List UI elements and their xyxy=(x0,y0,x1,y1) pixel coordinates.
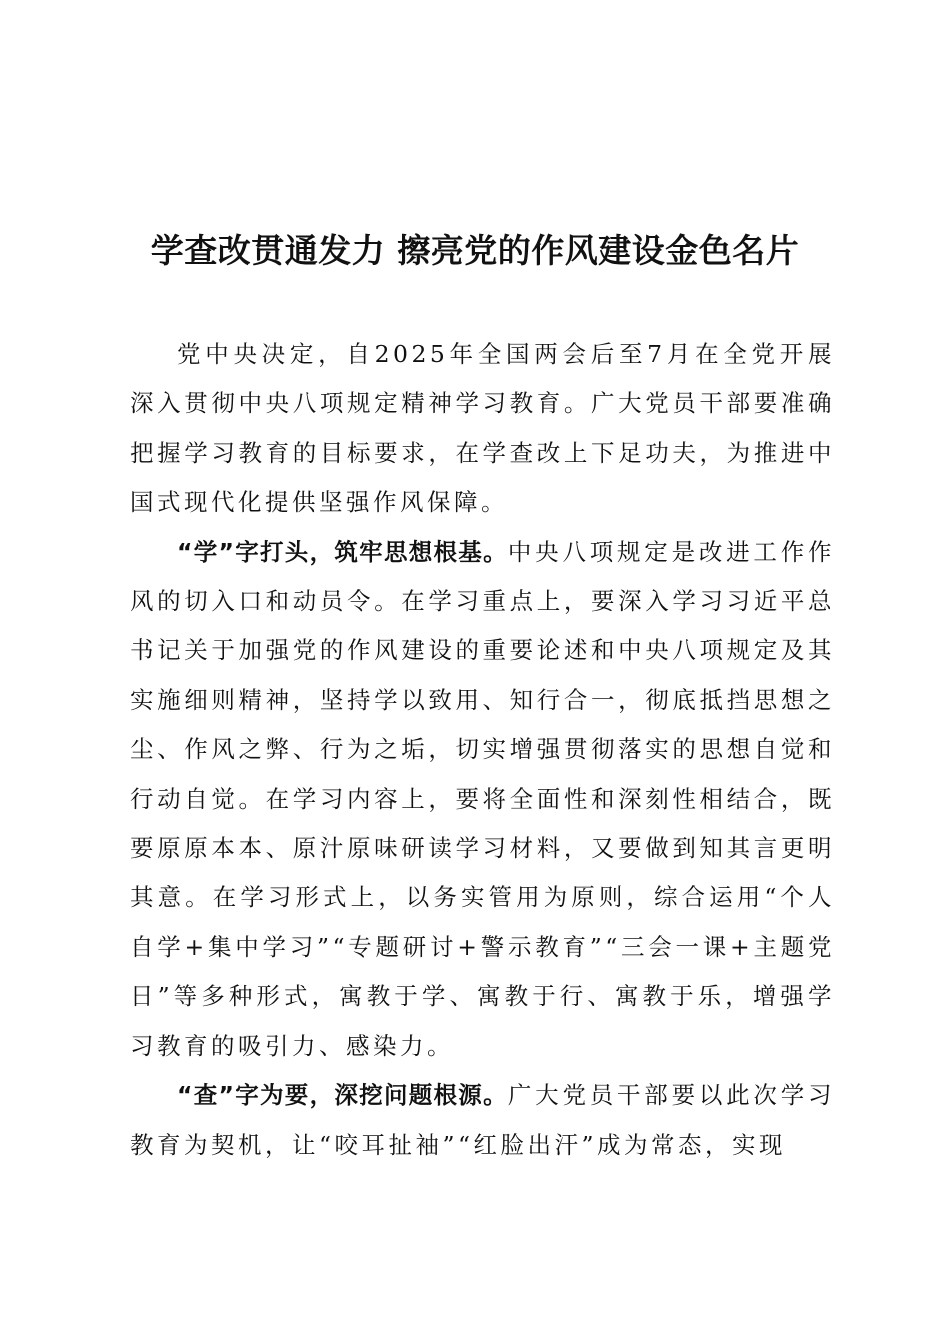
paragraph-text: 中央八项规定是改进工作作风的切入口和动员令。在学习重点上，要深入学习习近平总书记关于加强党的作风建设的重要论述和中央八项规定及其实施细则精神，坚持学以致用、知行合一，彻底抵挡思想之尘、作风之弊、行为之垢，切实增强贯彻落实的思想自觉和行动自觉。在学习内容上，要将全面性和深刻性相结合，既要原原本本、原汁原味研读学习材料，又要做到知其言更明其意。在学习形式上，以务实管用为原则，综合运用“个人自学+集中学习”“专题研讨+警示教育”“三会一课+主题党日”等多种形式，寓教于学、寓教于行、寓教于乐，增强学习教育的吸引力、感染力。 xyxy=(130,537,836,1060)
paragraph-intro xyxy=(130,330,835,528)
paragraph-text: 广大党员干部要以此次学习教育为契机，让“咬耳扯袖”“红脸出汗”成为常态，实现 xyxy=(130,1081,836,1159)
paragraph-study xyxy=(130,528,835,1071)
paragraph-text: 党中央决定，自2025年全国两会后至7月在全党开展深入贯彻中央八项规定精神学习教育。广大党员干部要准确把握学习教育的目标要求，在学查改上下足功夫，为推进中国式现代化提供坚强作风保障。 xyxy=(130,340,835,517)
document-title: 学查改贯通发力 擦亮党的作风建设金色名片 xyxy=(150,231,800,270)
paragraph-inspect xyxy=(130,1071,835,1170)
document-body xyxy=(130,330,835,1170)
paragraph-lead: “学”字打头，筑牢思想根基。 xyxy=(177,537,508,566)
paragraph-lead: “查”字为要，深挖问题根源。 xyxy=(177,1081,508,1110)
